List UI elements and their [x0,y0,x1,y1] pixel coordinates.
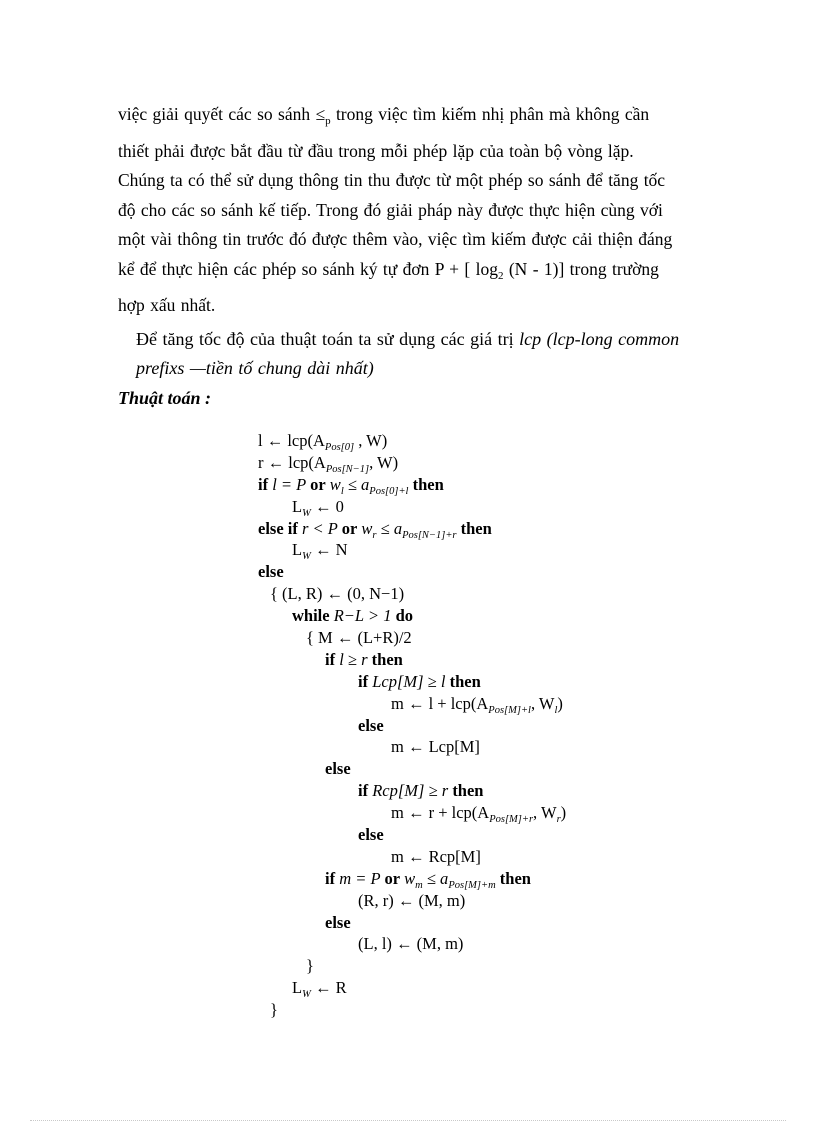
text-run: trong việc tìm kiếm nhị phân mà không cần [330,104,650,124]
italic-text: lcp (lcp-long common [519,329,680,349]
code-line: else if r < P or $w_r \le a_{Pos[N-1]+r}$ then [258,518,492,541]
code-line: (R, r) ← (M, m) [358,890,466,910]
code-line: else [325,759,351,779]
text-run: (N - 1)] trong trường [503,258,659,279]
code-line: } [270,1000,278,1020]
subscript: 2 [497,269,504,282]
code-line: $L_W$ ← R [292,978,347,1001]
code-line: if l = P or $w_l \le a_{Pos[0]+l}$ then [258,474,444,497]
paragraph-line: thiết phải được bắt đầu từ đầu trong mỗi phép lặp của toàn bộ vòng lặp. [118,140,634,161]
paragraph-line [118,100,708,137]
code-line: else [358,825,384,845]
italic-text: prefixs —tiền tố chung dài nhất) [136,358,374,378]
code-line: if Rcp[M] ≥ r then [358,781,484,801]
text-run: Để tăng tốc độ của thuật toán ta sử dụng các giá trị [136,329,520,349]
code-line: if l ≥ r then [325,649,403,669]
body-paragraph-1 [118,100,708,321]
code-line: else [358,715,384,735]
code-line: r ← $lcp(A_{Pos[N-1]}$, W) [258,452,399,475]
page-footer-divider [30,1120,786,1121]
code-line: m ← Lcp[M] [391,737,480,757]
code-line: $L_W$ ← 0 [292,496,344,519]
algorithm-heading: Thuật toán : [118,388,212,408]
paragraph-line: một vài thông tin trước đó được thêm vào, việc tìm kiếm được cải thiện đáng [118,229,673,249]
code-line: (L, l) ← (M, m) [358,934,464,954]
code-line: } [306,956,314,976]
paragraph-line: Chúng ta có thể sử dụng thông tin thu được từ một phép so sánh để tăng tốc [118,170,666,190]
algorithm-pseudocode [258,430,566,1021]
subscript: p [325,115,331,127]
code-line: m ← $l + lcp(A_{Pos[M]+l}$, $W_l$) [391,693,563,716]
text-run: kể để thực hiện các phép so sánh ký tự đơn P + [ log [118,258,498,279]
code-line: if m = P or $w_m \le a_{Pos[M]+m}$ then [325,868,531,891]
code-line: m ← $r + lcp(A_{Pos[M]+r}$, $W_r$) [391,803,567,826]
text-run: việc giải quyết các so sánh ≤ [118,104,326,124]
paragraph-line: hợp xấu nhất. [118,295,216,315]
code-line: l ← $lcp(A_{Pos[0]}$ , W) [258,431,388,453]
code-line: { M ← (L+R)/2 [306,628,412,648]
code-line: else [325,912,351,932]
code-line: while R−L > 1 do [292,606,414,626]
code-line: { (L, R) ← (0, N−1) [270,584,405,604]
code-line: m ← Rcp[M] [391,846,481,866]
code-line: $L_W$ ← N [292,540,348,563]
paragraph-line [118,255,708,292]
code-line: else [258,562,284,582]
code-line: if Lcp[M] ≥ l then [358,671,481,691]
body-paragraph-2 [136,325,696,383]
paragraph-line: độ cho các so sánh kế tiếp. Trong đó giải pháp này được thực hiện cùng với [118,199,663,220]
